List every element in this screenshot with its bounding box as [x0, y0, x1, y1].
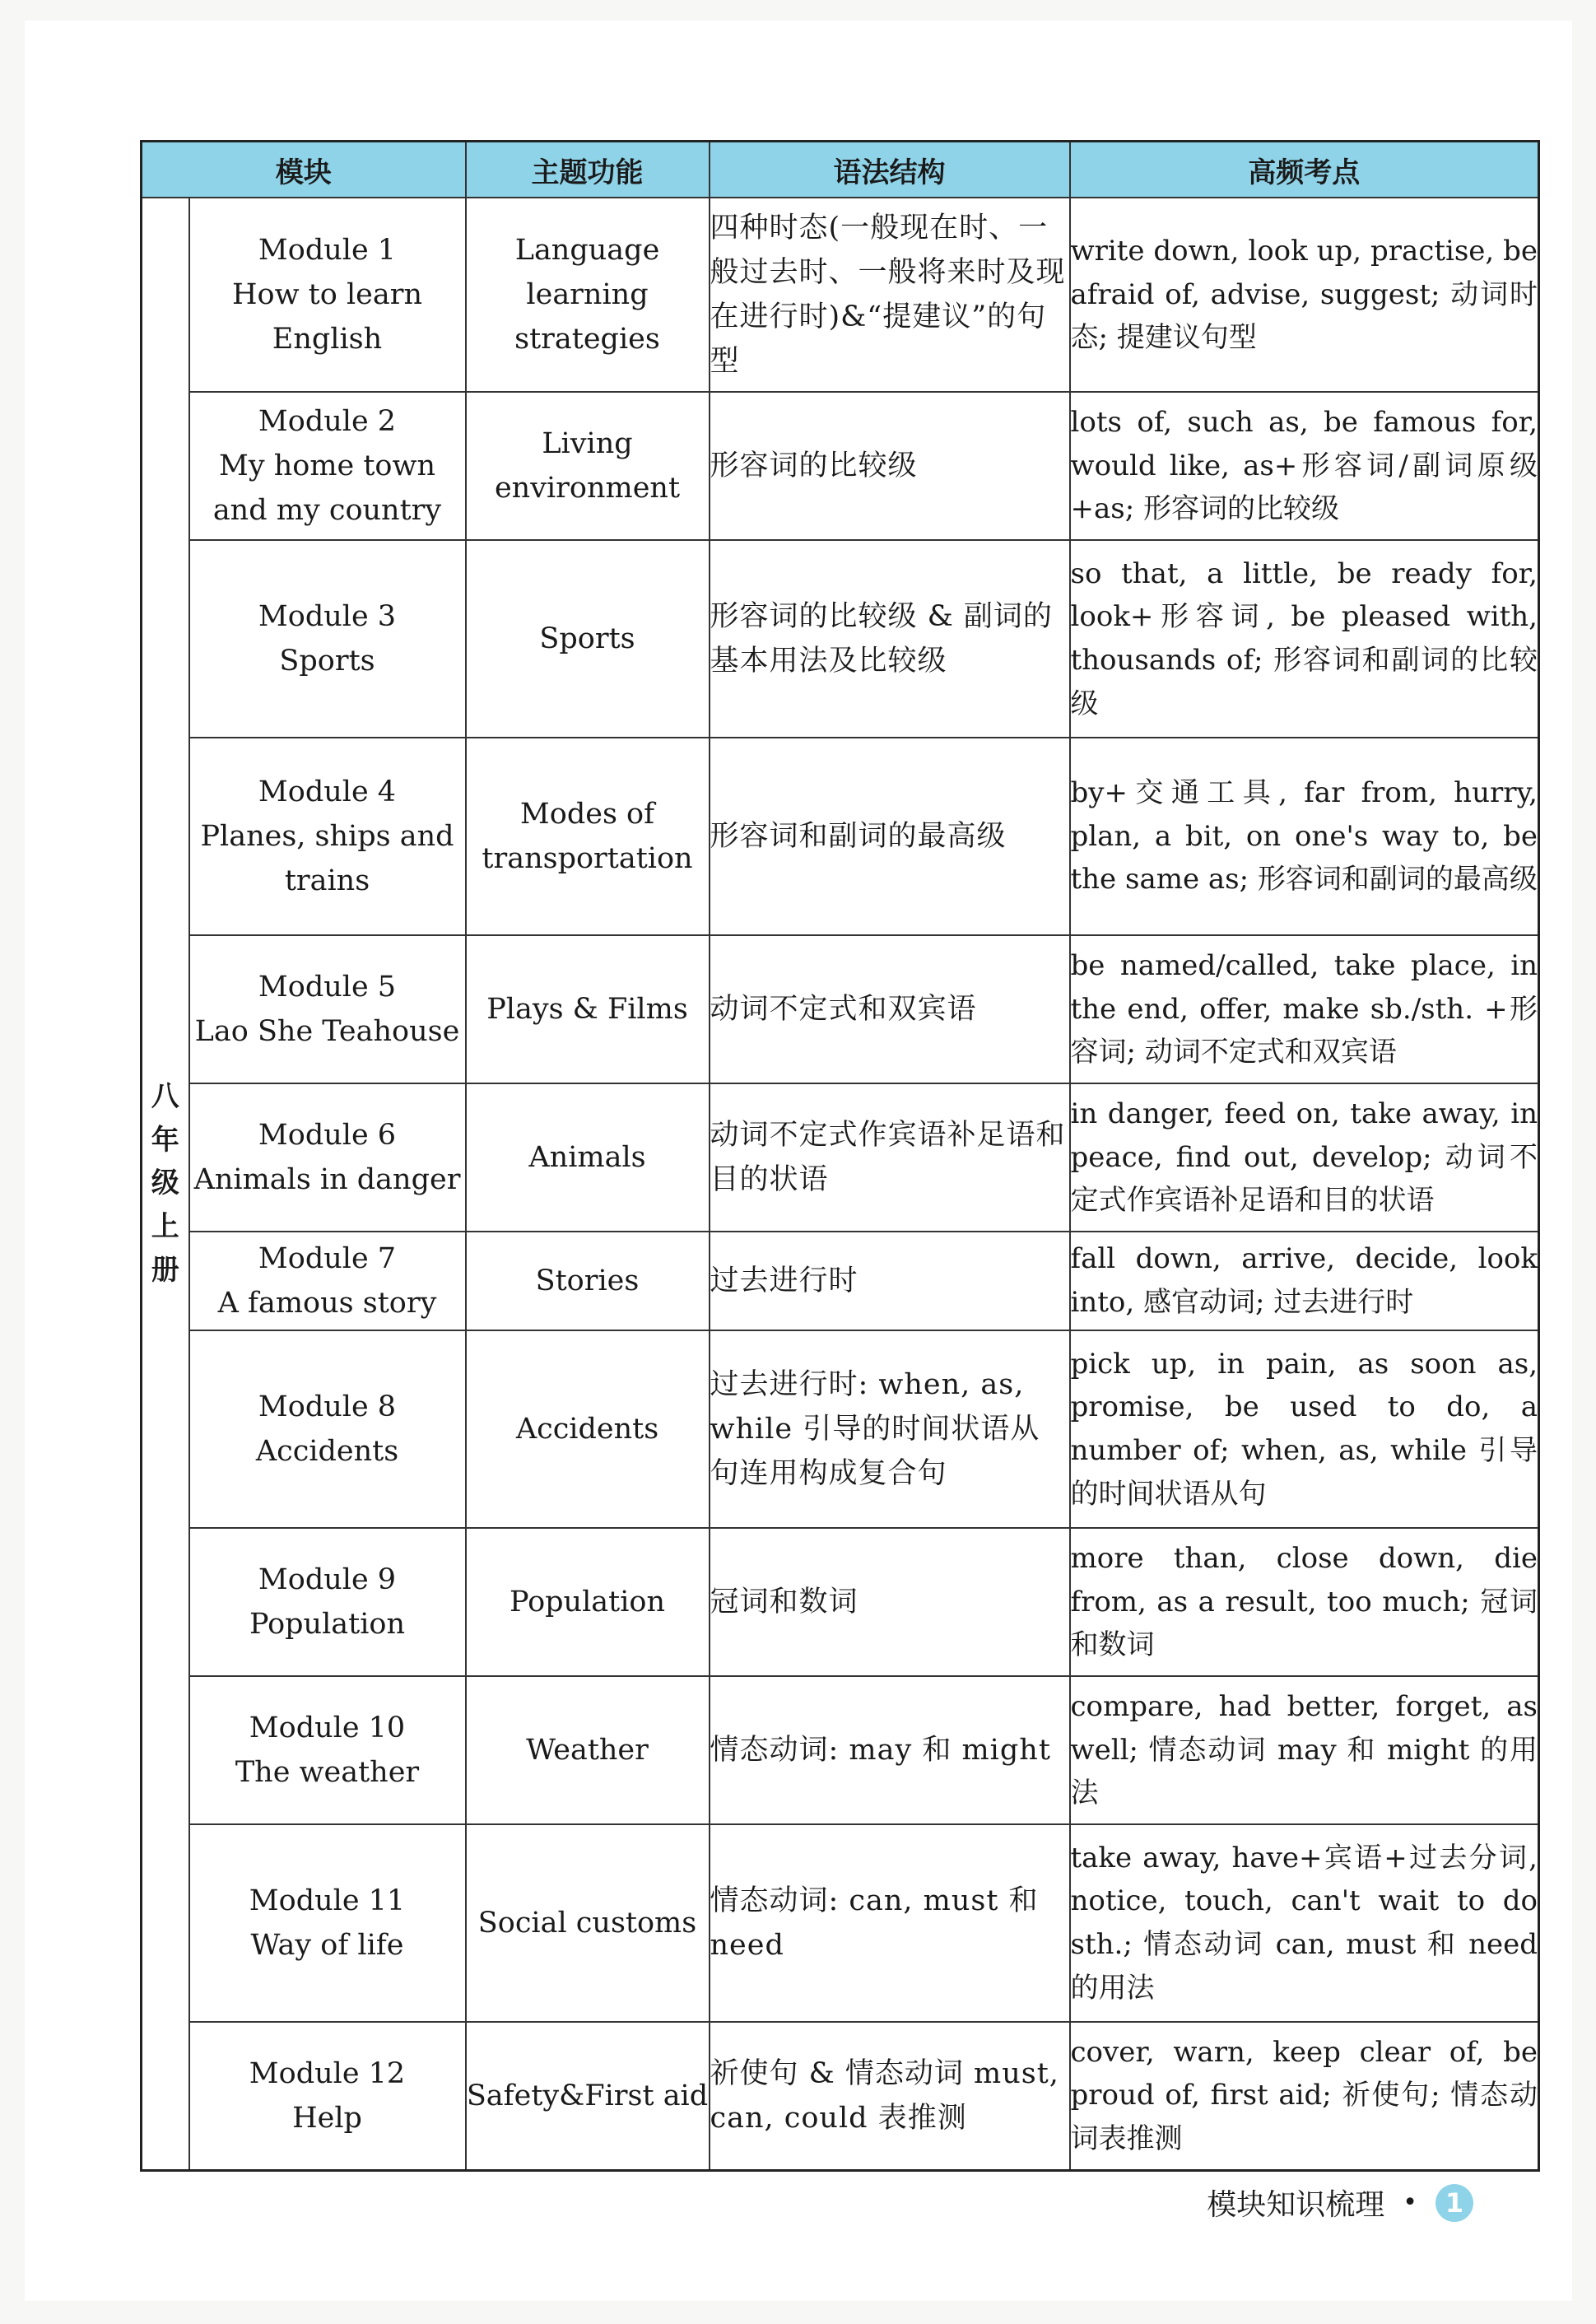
- table-row: [142, 1824, 1539, 2022]
- footer-dot: •: [1403, 2188, 1417, 2217]
- module-cell: Module 9 Population: [189, 1528, 466, 1676]
- table-row: [142, 935, 1539, 1083]
- page-number: 1: [1435, 2184, 1473, 2222]
- points-cell: write down, look up, practise, be afraid of, advise, suggest; 动词时态; 提建议句型: [1070, 198, 1539, 392]
- module-cell: Module 4 Planes, ships and trains: [189, 738, 466, 935]
- grammar-cell: 祈使句 & 情态动词 must, can, could 表推测: [710, 2022, 1070, 2170]
- points-cell: in danger, feed on, take away, in peace, find out, develop; 动词不定式作宾语补足语和目的状语: [1070, 1083, 1539, 1232]
- points-cell: fall down, arrive, decide, look into, 感官动词; 过去进行时: [1070, 1232, 1539, 1330]
- points-cell: take away, have+宾语+过去分词, notice, touch, can't wait to do sth.; 情态动词 can, must 和 need 的用法: [1070, 1824, 1539, 2022]
- grammar-cell: 动词不定式和双宾语: [710, 935, 1070, 1083]
- module-cell: Module 11 Way of life: [189, 1824, 466, 2022]
- points-cell: compare, had better, forget, as well; 情态动词 may 和 might 的用法: [1070, 1676, 1539, 1824]
- header-grammar: 语法结构: [710, 142, 1070, 198]
- module-cell: Module 1 How to learn English: [189, 198, 466, 392]
- grammar-cell: 形容词的比较级 & 副词的基本用法及比较级: [710, 540, 1070, 738]
- points-cell: by+交通工具, far from, hurry, plan, a bit, on one's way to, be the same as; 形容词和副词的最高级: [1070, 738, 1539, 935]
- table-row: [142, 540, 1539, 738]
- module-cell: Module 12 Help: [189, 2022, 466, 2170]
- header-module: 模块: [142, 142, 466, 198]
- header-row: [142, 142, 1539, 198]
- table-row: [142, 1330, 1539, 1528]
- grammar-cell: 动词不定式作宾语补足语和目的状语: [710, 1083, 1070, 1232]
- theme-cell: Social customs: [466, 1824, 710, 2022]
- theme-cell: Modes of transportation: [466, 738, 710, 935]
- module-cell: Module 5 Lao She Teahouse: [189, 935, 466, 1083]
- points-cell: more than, close down, die from, as a result, too much; 冠词和数词: [1070, 1528, 1539, 1676]
- grade-label: 八 年 级 上 册: [142, 198, 189, 2170]
- grammar-cell: 过去进行时: [710, 1232, 1070, 1330]
- theme-cell: Sports: [466, 540, 710, 738]
- theme-cell: Safety&First aid: [466, 2022, 710, 2170]
- points-cell: be named/called, take place, in the end, offer, make sb./sth. +形容词; 动词不定式和双宾语: [1070, 935, 1539, 1083]
- grammar-cell: 形容词和副词的最高级: [710, 738, 1070, 935]
- points-cell: pick up, in pain, as soon as, promise, be used to do, a number of; when, as, while 引导的时间状语从句: [1070, 1330, 1539, 1528]
- module-cell: Module 6 Animals in danger: [189, 1083, 466, 1232]
- grammar-cell: 过去进行时: when, as, while 引导的时间状语从句连用构成复合句: [710, 1330, 1070, 1528]
- table-row: [142, 1083, 1539, 1232]
- module-cell: Module 8 Accidents: [189, 1330, 466, 1528]
- points-cell: cover, warn, keep clear of, be proud of, first aid; 祈使句; 情态动词表推测: [1070, 2022, 1539, 2170]
- header-theme: 主题功能: [466, 142, 710, 198]
- grammar-cell: 四种时态(一般现在时、一般过去时、一般将来时及现在进行时)&“提建议”的句型: [710, 198, 1070, 392]
- grammar-cell: 情态动词: may 和 might: [710, 1676, 1070, 1824]
- module-cell: Module 10 The weather: [189, 1676, 466, 1824]
- theme-cell: Population: [466, 1528, 710, 1676]
- table-row: [142, 198, 1539, 392]
- table-row: [142, 392, 1539, 540]
- grammar-cell: 情态动词: can, must 和 need: [710, 1824, 1070, 2022]
- points-cell: so that, a little, be ready for, look+形容词, be pleased with, thousands of; 形容词和副词的比较级: [1070, 540, 1539, 738]
- theme-cell: Weather: [466, 1676, 710, 1824]
- grammar-cell: 形容词的比较级: [710, 392, 1070, 540]
- theme-cell: Stories: [466, 1232, 710, 1330]
- theme-cell: Plays & Films: [466, 935, 710, 1083]
- table-row: [142, 1676, 1539, 1824]
- points-cell: lots of, such as, be famous for, would like, as+形容词/副词原级+as; 形容词的比较级: [1070, 392, 1539, 540]
- module-cell: Module 2 My home town and my country: [189, 392, 466, 540]
- table-row: [142, 2022, 1539, 2170]
- theme-cell: Accidents: [466, 1330, 710, 1528]
- module-cell: Module 3 Sports: [189, 540, 466, 738]
- knowledge-table: [140, 140, 1540, 2172]
- header-points: 高频考点: [1070, 142, 1539, 198]
- table-row: [142, 738, 1539, 935]
- grammar-cell: 冠词和数词: [710, 1528, 1070, 1676]
- table-row: [142, 1232, 1539, 1330]
- theme-cell: Language learning strategies: [466, 198, 710, 392]
- module-cell: Module 7 A famous story: [189, 1232, 466, 1330]
- page: [25, 21, 1572, 2301]
- theme-cell: Animals: [466, 1083, 710, 1232]
- theme-cell: Living environment: [466, 392, 710, 540]
- page-footer: [1207, 2182, 1473, 2224]
- table-row: [142, 1528, 1539, 1676]
- footer-label: 模块知识梳理: [1207, 2188, 1385, 2222]
